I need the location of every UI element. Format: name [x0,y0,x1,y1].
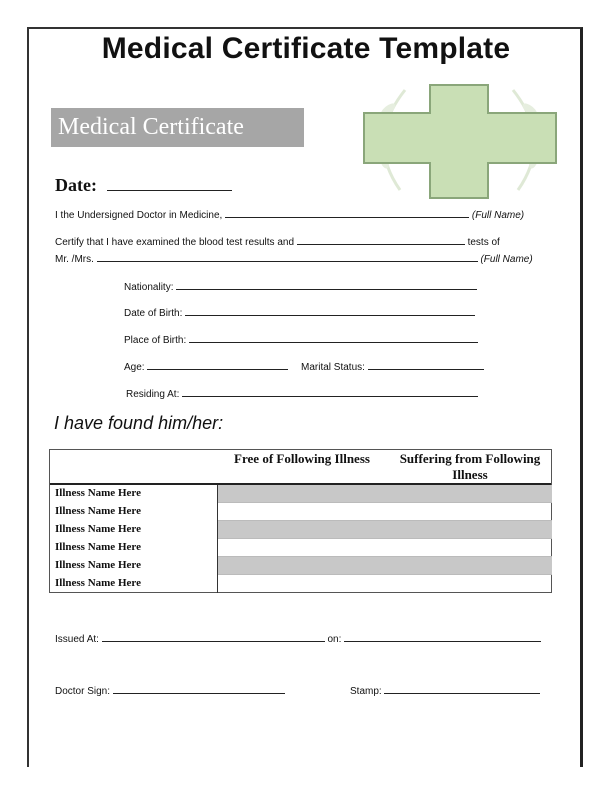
illness-name: Illness Name Here [55,523,141,535]
marital-status-field [301,360,484,373]
doctor-sign-label: Doctor Sign: [55,686,111,697]
stamp-label: Stamp: [350,686,382,697]
table-row[interactable] [218,575,552,593]
statement-text: I the Undersigned Doctor in Medicine, [55,210,223,221]
table-row[interactable] [218,557,552,575]
doctor-name-input-line[interactable] [225,208,469,218]
tests-of-text: tests of [467,237,500,248]
page-title: Medical Certificate Template [101,32,511,65]
found-heading: I have found him/her: [54,413,224,433]
date-label: Date: [55,175,97,195]
dob-field [124,306,475,319]
issued-at-field [55,632,541,645]
column-header-suffering: Suffering from Following Illness [399,451,541,482]
table-row[interactable] [218,521,552,539]
full-name-hint: (Full Name) [480,254,533,265]
table-row[interactable] [218,503,552,521]
age-label: Age: [124,362,145,373]
illness-name: Illness Name Here [55,577,141,589]
illness-name: Illness Name Here [55,559,141,571]
doctor-sign-input-line[interactable] [113,684,285,694]
doctor-sign-field [55,684,285,697]
table-body [217,485,552,593]
full-name-hint: (Full Name) [471,210,525,221]
certify-line [55,235,500,248]
residing-label: Residing At: [126,389,180,400]
age-input-line[interactable] [147,360,288,370]
illness-name: Illness Name Here [55,505,141,517]
patient-title-text: Mr. /Mrs. [55,254,94,265]
doctor-statement-line [55,208,524,221]
issued-at-input-line[interactable] [102,632,325,642]
pob-label: Place of Birth: [124,335,187,346]
issued-on-input-line[interactable] [344,632,541,642]
residing-input-line[interactable] [182,387,478,397]
age-field [124,360,288,373]
date-input-line[interactable] [107,178,232,191]
illness-name: Illness Name Here [55,487,141,499]
stamp-input-line[interactable] [384,684,540,694]
dob-input-line[interactable] [185,306,475,316]
stamp-field [350,684,540,697]
illness-name: Illness Name Here [55,541,141,553]
table-row[interactable] [218,539,552,557]
patient-line [55,252,533,265]
patient-name-input-line[interactable] [97,252,478,262]
illness-table [49,449,552,593]
issued-at-label: Issued At: [55,634,99,645]
table-row[interactable] [218,485,552,503]
medical-cross-laurel-icon [360,80,558,200]
on-label: on: [327,634,342,645]
marital-status-label: Marital Status: [301,362,365,373]
nationality-label: Nationality: [124,282,174,293]
date-field [55,175,232,196]
nationality-input-line[interactable] [176,280,477,290]
dob-label: Date of Birth: [124,308,183,319]
tests-input-line[interactable] [297,235,465,245]
certify-text: Certify that I have examined the blood test results and [55,237,295,248]
nationality-field [124,280,477,293]
column-header-free: Free of Following Illness [234,451,370,466]
residing-field [126,387,478,400]
pob-input-line[interactable] [189,333,478,343]
marital-status-input-line[interactable] [368,360,484,370]
pob-field [124,333,478,346]
certificate-banner: Medical Certificate [51,108,304,147]
